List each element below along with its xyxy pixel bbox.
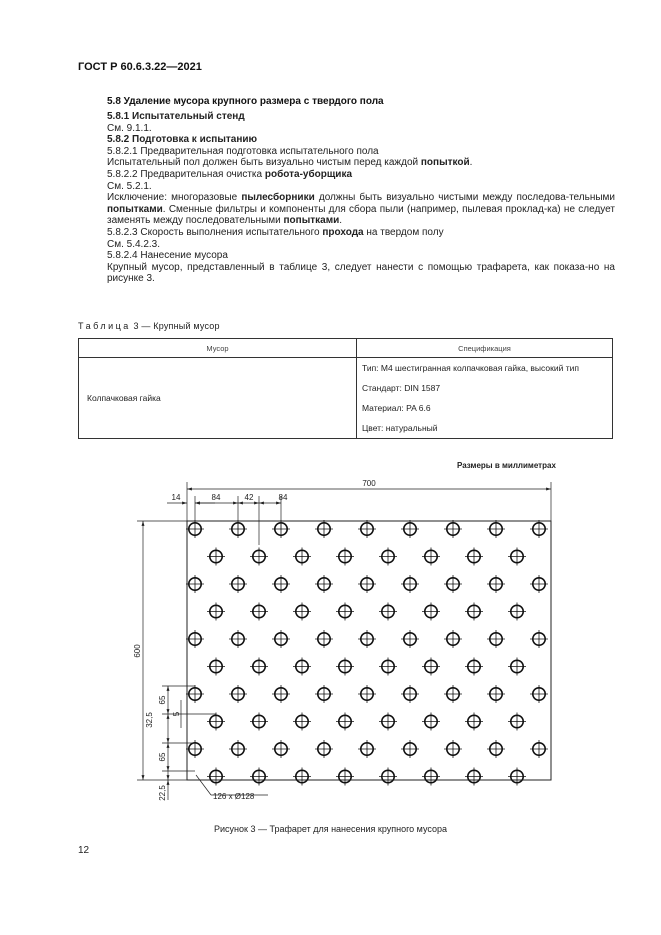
stencil-hole bbox=[293, 713, 311, 731]
stencil-hole bbox=[250, 658, 268, 676]
dim-small-label: 5 bbox=[172, 711, 181, 717]
stencil-hole bbox=[336, 768, 354, 786]
stencil-hole bbox=[444, 520, 462, 538]
dim-pitch-label: 84 bbox=[211, 493, 221, 502]
stencil-hole bbox=[487, 575, 505, 593]
stencil-hole bbox=[465, 713, 483, 731]
stencil-hole bbox=[508, 713, 526, 731]
stencil-hole bbox=[293, 603, 311, 621]
caption-prefix: Таблица bbox=[78, 321, 131, 331]
stencil-hole bbox=[336, 603, 354, 621]
debris-cell: Колпачковая гайка bbox=[79, 358, 357, 439]
stencil-hole bbox=[379, 548, 397, 566]
reference: См. 9.1.1. bbox=[107, 122, 152, 134]
stencil-hole bbox=[186, 520, 204, 538]
left-dimensions bbox=[137, 521, 268, 800]
dim-half-pitch-label: 42 bbox=[244, 493, 254, 502]
clause-heading: 5.8.2.4 Нанесение мусора bbox=[107, 250, 228, 262]
stencil-hole bbox=[207, 603, 225, 621]
stencil-hole bbox=[530, 685, 548, 703]
stencil-hole bbox=[465, 548, 483, 566]
stencil-hole bbox=[293, 658, 311, 676]
column-header-debris: Мусор bbox=[79, 339, 357, 358]
text-run: на твердом полу bbox=[363, 226, 444, 238]
text-run: . bbox=[469, 157, 473, 169]
stencil-hole bbox=[315, 575, 333, 593]
stencil-hole bbox=[444, 630, 462, 648]
stencil-hole bbox=[487, 685, 505, 703]
stencil-hole bbox=[358, 685, 376, 703]
stencil-hole bbox=[508, 603, 526, 621]
subsection-title: 5.8.1 Испытательный стенд bbox=[107, 111, 245, 122]
dimension-labels bbox=[133, 479, 376, 801]
stencil-hole bbox=[186, 685, 204, 703]
text-run: Исключение: многоразовые bbox=[107, 192, 242, 204]
stencil-hole bbox=[422, 768, 440, 786]
clause-heading: 5.8.2.1 Предварительная подготовка испытательного пола bbox=[107, 145, 379, 157]
stencil-hole bbox=[465, 768, 483, 786]
dim-row-pitch-label: 65 bbox=[158, 695, 167, 705]
stencil-hole bbox=[401, 575, 419, 593]
text-run: . Сменные фильтры и компоненты для сбора пыли (например, пылевая проклад-ка) не следует заменять между последовательными bbox=[107, 203, 615, 227]
stencil-hole bbox=[358, 575, 376, 593]
stencil-hole bbox=[207, 713, 225, 731]
text-run: . bbox=[339, 215, 343, 227]
stencil-hole bbox=[401, 630, 419, 648]
stencil-hole bbox=[315, 685, 333, 703]
dim-row-pitch-label: 65 bbox=[158, 752, 167, 762]
stencil-hole bbox=[207, 548, 225, 566]
stencil-hole bbox=[422, 548, 440, 566]
stencil-hole bbox=[207, 768, 225, 786]
units-note: Размеры в миллиметрах bbox=[457, 461, 556, 470]
stencil-hole bbox=[293, 548, 311, 566]
dim-bottom-offset-label: 22,5 bbox=[158, 785, 167, 801]
stencil-hole bbox=[422, 658, 440, 676]
stencil-hole bbox=[272, 685, 290, 703]
stencil-hole bbox=[250, 768, 268, 786]
stencil-hole bbox=[336, 713, 354, 731]
page-number: 12 bbox=[78, 845, 90, 856]
stencil-hole bbox=[465, 658, 483, 676]
stencil-hole bbox=[487, 630, 505, 648]
holes-callout: 126 x Ø128 bbox=[213, 792, 255, 801]
dim-pitch-label: 84 bbox=[278, 493, 288, 502]
spec-line: Цвет: натуральный bbox=[362, 423, 438, 433]
stencil-hole bbox=[444, 575, 462, 593]
term: прохода bbox=[322, 226, 364, 238]
stencil-hole bbox=[272, 575, 290, 593]
stencil-hole bbox=[508, 548, 526, 566]
stencil-hole bbox=[530, 740, 548, 758]
term: пылесборники bbox=[241, 192, 315, 204]
term: робота-уборщика bbox=[264, 168, 353, 180]
figure-caption: Рисунок 3 — Трафарет для нанесения крупного мусора bbox=[214, 824, 447, 834]
stencil-hole bbox=[186, 630, 204, 648]
stencil-hole bbox=[487, 520, 505, 538]
stencil-hole bbox=[465, 603, 483, 621]
holes-grid bbox=[186, 520, 548, 786]
stencil-hole bbox=[379, 768, 397, 786]
column-header-spec: Спецификация bbox=[357, 339, 613, 358]
stencil-hole bbox=[379, 713, 397, 731]
stencil-hole bbox=[207, 658, 225, 676]
section-title: 5.8 Удаление мусора крупного размера с твердого пола bbox=[107, 96, 384, 107]
stencil-hole bbox=[336, 658, 354, 676]
stencil-hole bbox=[358, 520, 376, 538]
stencil-hole bbox=[272, 740, 290, 758]
stencil-hole bbox=[444, 740, 462, 758]
stencil-hole bbox=[487, 740, 505, 758]
stencil-hole bbox=[530, 520, 548, 538]
document-id: ГОСТ Р 60.6.3.22—2021 bbox=[78, 61, 202, 73]
spec-line: Стандарт: DIN 1587 bbox=[362, 383, 441, 393]
stencil-hole bbox=[358, 630, 376, 648]
stencil-hole bbox=[358, 740, 376, 758]
stencil-hole bbox=[530, 630, 548, 648]
stencil-hole bbox=[293, 768, 311, 786]
reference: См. 5.2.1. bbox=[107, 180, 152, 192]
paragraph: Крупный мусор, представленный в таблице 3, следует нанести с помощью трафарета, как показа-но на рисунке 3. bbox=[107, 261, 615, 285]
stencil-hole bbox=[379, 658, 397, 676]
stencil-hole bbox=[401, 685, 419, 703]
stencil-hole bbox=[508, 768, 526, 786]
reference: См. 5.4.2.3. bbox=[107, 238, 161, 250]
stencil-hole bbox=[401, 520, 419, 538]
stencil-hole bbox=[315, 630, 333, 648]
stencil-hole bbox=[422, 713, 440, 731]
text-run: Испытательный пол должен быть визуально чистым перед каждой bbox=[107, 157, 421, 169]
term: попытками bbox=[283, 215, 340, 227]
text-run: 5.8.2.3 Скорость выполнения испытательного bbox=[107, 226, 323, 238]
stencil-hole bbox=[401, 740, 419, 758]
dim-offset-label: 14 bbox=[171, 493, 181, 502]
caption-text: 3 — Крупный мусор bbox=[130, 321, 220, 331]
dim-half-row-label: 32,5 bbox=[145, 712, 154, 728]
stencil-hole bbox=[229, 630, 247, 648]
stencil-hole bbox=[186, 575, 204, 593]
stencil-hole bbox=[444, 685, 462, 703]
stencil-hole bbox=[315, 520, 333, 538]
term: попыткой bbox=[420, 157, 470, 169]
stencil-hole bbox=[229, 740, 247, 758]
stencil-hole bbox=[272, 630, 290, 648]
stencil-hole bbox=[229, 575, 247, 593]
subsection-title: 5.8.2 Подготовка к испытанию bbox=[107, 134, 258, 146]
spec-line: Материал: PA 6.6 bbox=[362, 403, 431, 413]
stencil-hole bbox=[336, 548, 354, 566]
stencil-hole bbox=[229, 685, 247, 703]
spec-line: Тип: M4 шестигранная колпачковая гайка, высокий тип bbox=[362, 363, 579, 373]
top-dimensions bbox=[167, 482, 551, 545]
stencil-hole bbox=[250, 603, 268, 621]
text-run: должны быть визуально чистыми между последова-тельными bbox=[314, 192, 615, 204]
stencil-hole bbox=[530, 575, 548, 593]
stencil-hole bbox=[379, 603, 397, 621]
term: попытками bbox=[107, 203, 163, 215]
stencil-hole bbox=[315, 740, 333, 758]
dim-width-label: 700 bbox=[362, 479, 376, 488]
text-run: 5.8.2.2 Предварительная очистка bbox=[107, 168, 265, 180]
stencil-hole bbox=[508, 658, 526, 676]
dim-height-label: 600 bbox=[133, 644, 142, 658]
stencil-hole bbox=[250, 548, 268, 566]
stencil-hole bbox=[422, 603, 440, 621]
stencil-hole bbox=[250, 713, 268, 731]
